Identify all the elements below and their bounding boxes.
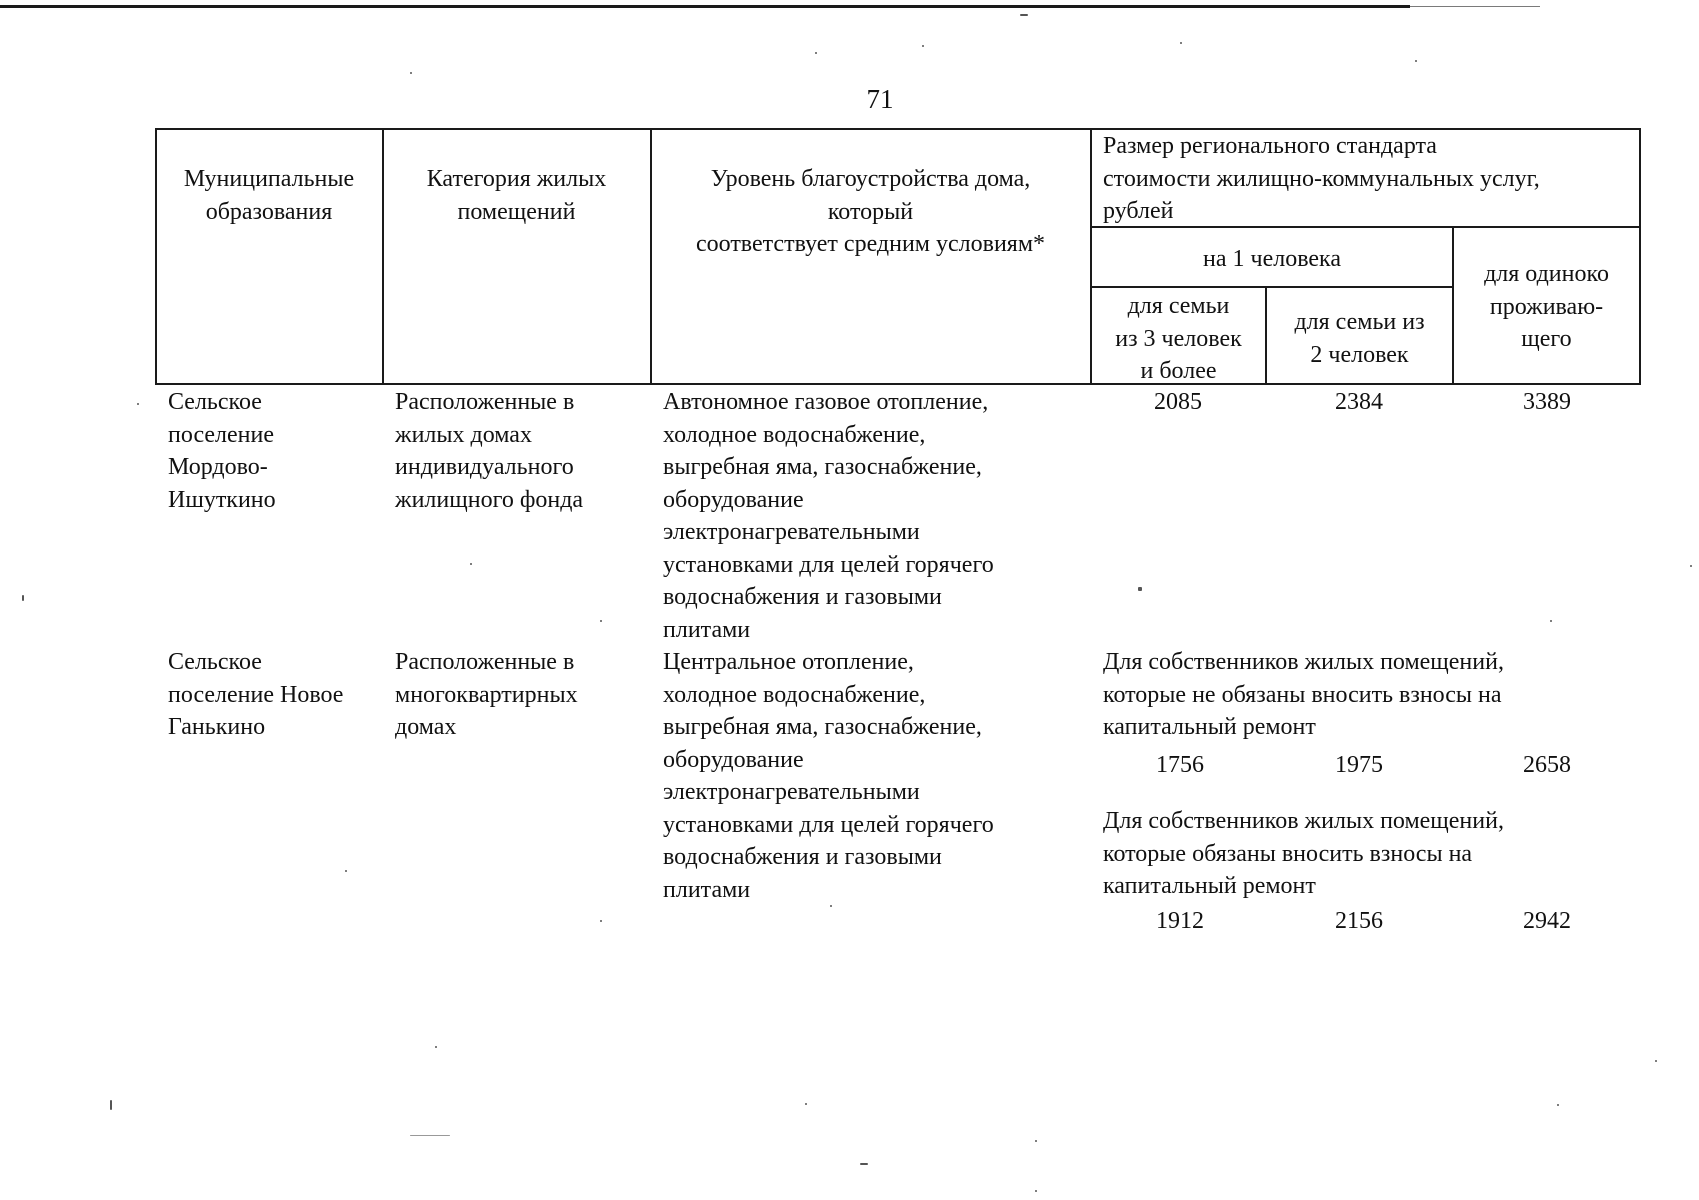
scan-speck bbox=[410, 1135, 450, 1136]
row2-group2-value-family2: 2156 bbox=[1335, 908, 1383, 934]
row2-group2-value-single: 2942 bbox=[1523, 908, 1571, 934]
scan-speck bbox=[1035, 1190, 1037, 1192]
row1-amenity-level: Автономное газовое отопление, холодное водоснабжение, выгребная яма, газоснабжение, оборудование электронагревательными установками для целей горячего водоснабжения и газовыми плитами bbox=[663, 389, 994, 643]
row1-category: Расположенные в жилых домах индивидуального жилищного фонда bbox=[395, 389, 584, 513]
scan-speck bbox=[1690, 565, 1692, 567]
scan-speck bbox=[600, 620, 602, 622]
table-header-bottom bbox=[155, 383, 1641, 385]
table-border-left bbox=[155, 128, 157, 385]
row1-value-family3: 2085 bbox=[1154, 389, 1202, 415]
scan-speck bbox=[22, 595, 24, 601]
header-amenity-level: Уровень благоустройства дома, который соответствует средним условиям* bbox=[695, 166, 1046, 257]
row2-group1-value-family2: 1975 bbox=[1335, 752, 1383, 778]
header-family-of-3: для семьи из 3 человек и более bbox=[1115, 293, 1242, 384]
row2-group2-note: Для собственников жилых помещений, которые обязаны вносить взносы на капитальный ремонт bbox=[1103, 808, 1504, 899]
scan-speck bbox=[815, 52, 817, 54]
row1-value-family2: 2384 bbox=[1335, 389, 1383, 415]
row2-municipality: Сельское поселение Новое Ганькино bbox=[168, 649, 344, 740]
scan-speck bbox=[600, 920, 602, 922]
scan-speck bbox=[1035, 1140, 1037, 1142]
header-municipality: Муниципальные образования bbox=[183, 166, 355, 225]
header-per-person: на 1 человека bbox=[1203, 246, 1341, 272]
header-category: Категория жилых помещений bbox=[426, 166, 607, 225]
row2-group1-value-family3: 1756 bbox=[1156, 752, 1204, 778]
row2-group1-note: Для собственников жилых помещений, которые не обязаны вносить взносы на капитальный ремонт bbox=[1103, 649, 1504, 740]
scan-speck bbox=[922, 45, 924, 47]
top-border-line bbox=[0, 5, 1410, 8]
scan-speck bbox=[1550, 620, 1552, 622]
header-divider-col3 bbox=[1090, 128, 1092, 385]
row1-municipality: Сельское поселение Мордово- Ишуткино bbox=[168, 389, 276, 513]
header-divider-col2 bbox=[650, 128, 652, 385]
header-regional-standard: Размер регионального стандарта стоимости жилищно-коммунальных услуг, рублей bbox=[1103, 133, 1540, 224]
scan-speck bbox=[1655, 1060, 1657, 1062]
row2-group1-value-single: 2658 bbox=[1523, 752, 1571, 778]
header-divider-col4 bbox=[1265, 286, 1267, 385]
scan-speck bbox=[345, 870, 347, 872]
row1-value-single: 3389 bbox=[1523, 389, 1571, 415]
scan-speck bbox=[1415, 60, 1417, 62]
scan-speck bbox=[1180, 42, 1182, 44]
scan-speck bbox=[110, 1100, 112, 1110]
header-family-of-2: для семьи из 2 человек bbox=[1294, 309, 1425, 368]
scan-speck bbox=[1138, 587, 1142, 591]
scan-speck bbox=[1020, 14, 1028, 16]
scan-speck bbox=[860, 1163, 868, 1165]
header-divider-per-person bbox=[1090, 286, 1453, 288]
header-divider-col1 bbox=[382, 128, 384, 385]
top-border-line-faded bbox=[1410, 6, 1540, 7]
table-border-right bbox=[1639, 128, 1641, 385]
scan-speck bbox=[410, 72, 412, 74]
scan-speck bbox=[435, 1046, 437, 1048]
scan-speck bbox=[830, 905, 832, 907]
page-number: 71 bbox=[866, 84, 894, 114]
scan-speck bbox=[470, 563, 472, 565]
header-single-resident: для одиноко проживаю- щего bbox=[1484, 261, 1609, 352]
scan-speck bbox=[137, 403, 139, 405]
header-divider-col5 bbox=[1452, 226, 1454, 385]
scan-speck bbox=[805, 1103, 807, 1105]
row2-category: Расположенные в многоквартирных домах bbox=[395, 649, 578, 740]
row2-group2-value-family3: 1912 bbox=[1156, 908, 1204, 934]
row2-amenity-level: Центральное отопление, холодное водоснабжение, выгребная яма, газоснабжение, оборудование электронагревательными установками для целей горячего водоснабжения и газовыми плитами bbox=[663, 649, 994, 903]
scan-speck bbox=[1557, 1104, 1559, 1106]
